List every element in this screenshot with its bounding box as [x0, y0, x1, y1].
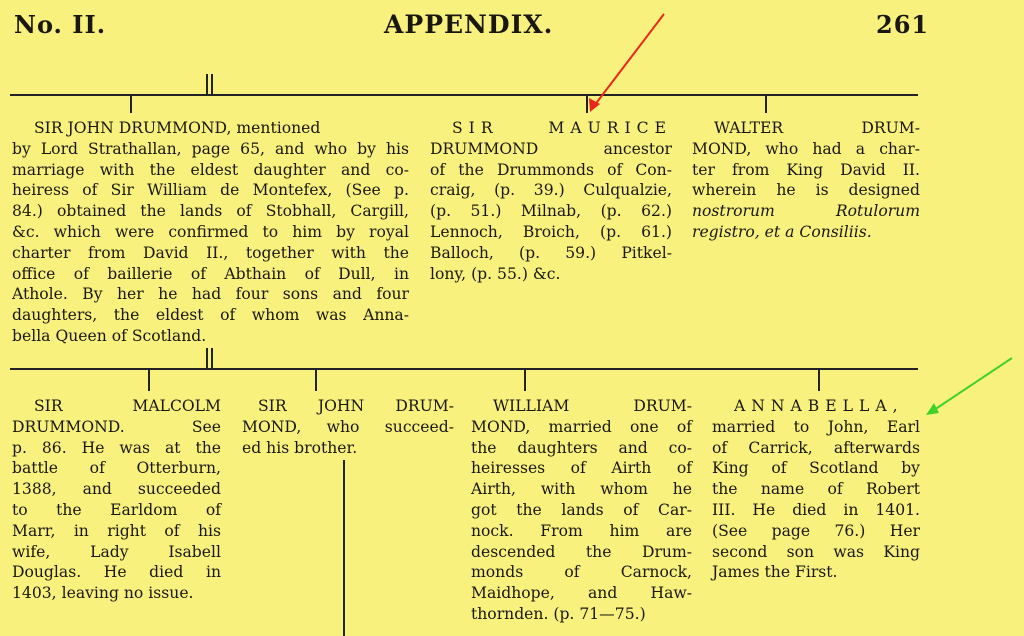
entry-line: office of baillerie of Abthain of Dull, in — [12, 264, 409, 283]
entry-line: ter from King David II. — [692, 160, 920, 179]
entry-line: 1403, leaving no issue. — [12, 584, 194, 603]
tree-branch-john — [130, 95, 132, 113]
entry-line: heiresses of Airth of — [471, 459, 692, 478]
entry-line: King of Scotland by — [712, 459, 920, 478]
entry-line: the daughters and co- — [471, 438, 692, 457]
entry-line: by Lord Strathallan, page 65, and who by his — [12, 139, 409, 158]
entry-line: nostrorum Rotulorum — [692, 202, 920, 221]
entry-line: (See page 76.) Her — [712, 521, 920, 540]
entry-line: Douglas. He died in — [12, 563, 221, 582]
entry-line: of the Drummonds of Con- — [430, 160, 672, 179]
entry-line: ed his brother. — [242, 438, 358, 457]
entry-line: wherein he is designed — [692, 181, 920, 200]
entry-line: charter from David II., together with the — [12, 243, 409, 262]
entry-line: SIR JOHN DRUM- — [258, 397, 454, 415]
entry-line: WILLIAM DRUM- — [493, 397, 692, 415]
entry-line: MOND, who succeed- — [242, 417, 454, 436]
entry-line: &c. which were confirmed to him by royal — [12, 222, 409, 241]
entry-line: James the First. — [712, 563, 838, 582]
tree-branch-malcolm — [148, 369, 150, 391]
tree-horizontal-line-1 — [10, 94, 918, 96]
entry-walter-drummond — [692, 118, 920, 243]
entry-line: bella Queen of Scotland. — [12, 326, 207, 345]
entry-sir-john-drummond-younger — [242, 396, 454, 458]
tree-double-line-top-b — [211, 74, 213, 94]
green-arrow-head — [926, 403, 939, 415]
tree-branch-william — [524, 369, 526, 391]
entry-line: second son was King — [712, 542, 920, 561]
entry-line: daughters, the eldest of whom was Anna- — [12, 306, 409, 325]
entry-line: heiress of Sir William de Montefex, (See p. — [12, 181, 409, 200]
tree-branch-maurice — [586, 95, 588, 113]
entry-line: Maidhope, and Haw- — [471, 584, 692, 603]
entry-line: III. He died in 1401. — [712, 500, 920, 519]
red-arrow-shaft — [594, 14, 664, 106]
entry-line: p. 86. He was at the — [12, 438, 221, 457]
entry-line: descended the Drum- — [471, 542, 692, 561]
entry-annabella — [712, 396, 920, 583]
entry-line: Airth, with whom he — [471, 480, 692, 499]
tree-double-line-top-a — [206, 74, 208, 94]
entry-line: thornden. (p. 71—75.) — [471, 604, 646, 623]
entry-line: monds of Carnock, — [471, 563, 692, 582]
tree-branch-annabella — [818, 369, 820, 391]
entry-william-drummond — [471, 396, 692, 625]
entry-line: registro, et a Consiliis. — [692, 222, 872, 241]
entry-line: DRUMMOND. See — [12, 417, 221, 436]
entry-line: (p. 51.) Milnab, (p. 62.) — [430, 202, 672, 221]
tree-branch-john2 — [315, 369, 317, 391]
entry-line: wife, Lady Isabell — [12, 542, 221, 561]
page-title: APPENDIX. — [384, 10, 554, 39]
tree-double-line-mid-b — [211, 348, 213, 368]
entry-line: the name of Robert — [712, 480, 920, 499]
page-number: 261 — [876, 10, 930, 39]
entry-line: nock. From him are — [471, 521, 692, 540]
entry-line: 84.) obtained the lands of Stobhall, Cargill, — [12, 202, 409, 221]
entry-line: Lennoch, Broich, (p. 61.) — [430, 222, 672, 241]
entry-line: lony, (p. 55.) &c. — [430, 264, 561, 283]
entry-sir-john-drummond — [12, 118, 409, 347]
entry-line: SIR JOHN DRUMMOND, mentioned — [34, 119, 321, 137]
tree-branch-walter — [765, 95, 767, 113]
entry-line: married to John, Earl — [712, 417, 920, 436]
entry-line: to the Earldom of — [12, 500, 221, 519]
entry-line: marriage with the eldest daughter and co- — [12, 160, 409, 179]
entry-line: MOND, married one of — [471, 417, 692, 436]
entry-line: WALTER DRUM- — [714, 119, 920, 137]
entry-line: craig, (p. 39.) Culqualzie, — [430, 181, 672, 200]
entry-line: SIR MALCOLM — [34, 397, 221, 415]
entry-line: Balloch, (p. 59.) Pitkel- — [430, 243, 672, 262]
entry-line: of Carrick, afterwards — [712, 438, 920, 457]
entry-line: Athole. By her he had four sons and four — [12, 285, 409, 304]
entry-line: SIR MAURICE — [452, 119, 672, 137]
tree-descent-line — [343, 460, 345, 636]
entry-sir-maurice-drummond — [430, 118, 672, 284]
tree-double-line-mid-a — [206, 348, 208, 368]
entry-line: MOND, who had a char- — [692, 139, 920, 158]
tree-horizontal-line-2 — [10, 368, 918, 370]
entry-line: got the lands of Car- — [471, 500, 692, 519]
entry-line: 1388, and succeeded — [12, 480, 221, 499]
entry-line: ANNABELLA, — [734, 397, 904, 415]
appendix-number: No. II. — [14, 10, 107, 39]
green-arrow-shaft — [934, 358, 1012, 410]
entry-line: battle of Otterburn, — [12, 459, 221, 478]
red-arrow-head — [589, 98, 600, 112]
entry-line: Marr, in right of his — [12, 521, 221, 540]
entry-sir-malcolm-drummond — [12, 396, 221, 604]
entry-line: DRUMMOND ancestor — [430, 139, 672, 158]
